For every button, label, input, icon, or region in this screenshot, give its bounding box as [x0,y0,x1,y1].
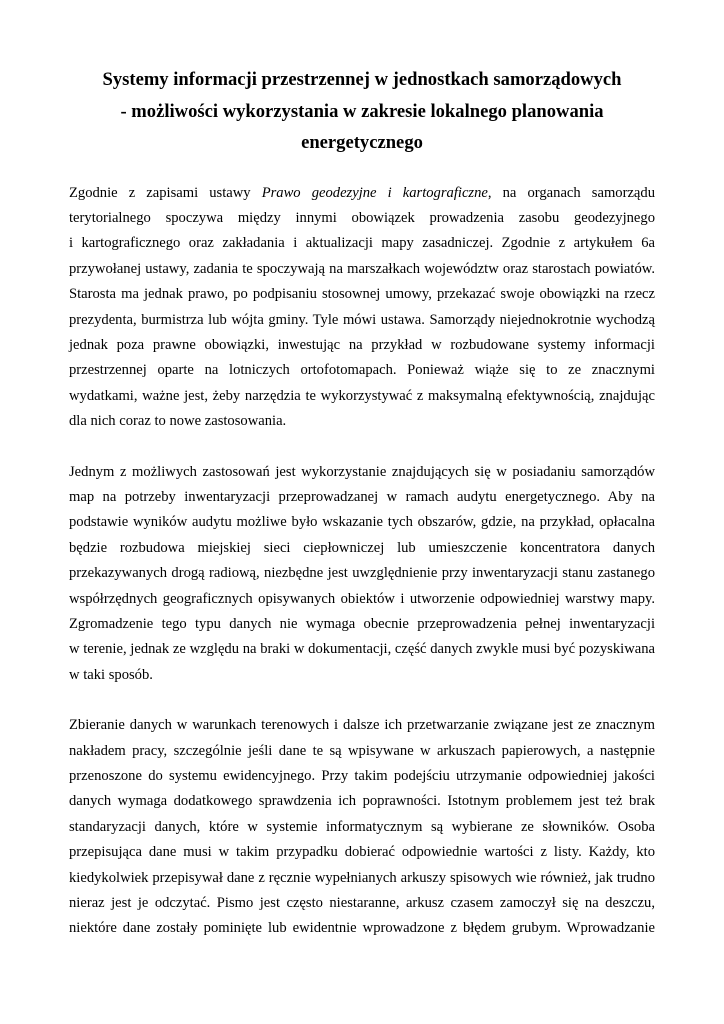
paragraph-2-line-6: współrzędnych geograficznych opisywanych obiektów i utworzenie odpowiedniej warstwy mapy. [69,590,655,607]
paragraph-1-line-6: prezydenta, burmistrza lub wójta gminy. Tyle mówi ustawa. Samorządy niejednokrotnie wychodzą [69,311,655,328]
paragraph-2-line-7: Zgromadzenie tego typu danych nie wymaga obecnie przeprowadzenia pełnej inwentaryzacji [69,616,655,632]
paragraph-3-line-4: danych wymaga dodatkowego sprawdzenia ich poprawności. Istotnym problemem jest też brak [69,793,655,810]
paragraph-2-line-8: w terenie, jednak ze względu na braki w dokumentacji, część danych zwykle musi być pozyskiwana [69,641,655,658]
act-title-italic: Prawo geodezyjne i kartograficzne [261,184,488,201]
paragraph-1-line-5: Starosta ma jednak prawo, po podpisaniu stosownej umowy, przekazać swoje obowiązki na rzecz [69,286,655,303]
paragraph-1-text-after-act: , na organach samorządu [487,184,656,201]
paragraph-3-line-3: przenoszone do systemu ewidencyjnego. Przy takim podejściu utrzymanie odpowiedniej jakości [69,768,655,785]
title-line-2: - możliwości wykorzystania w zakresie lokalnego planowania [120,100,604,122]
title-line-1: Systemy informacji przestrzennej w jednostkach samorządowych [102,69,622,90]
paragraph-1-line-9: wydatkami, ważne jest, żeby narzędzia te wykorzystywać z maksymalną efektywnością, znajdując [69,387,655,404]
paragraph-2-line-3: podstawie wyników audytu możliwe było wskazanie tych obszarów, gdzie, na przykład, opłacalna [69,514,655,531]
paragraph-2-line-9: w taki sposób. [69,666,153,683]
paragraph-2 [69,460,655,689]
paragraph-3-line-2: nakładem pracy, szczególnie jeśli dane te są wpisywane w arkuszach papierowych, a następnie [69,742,655,759]
paragraph-3-line-8: nieraz jest je odczytać. Pismo jest często niestaranne, arkusz czasem zamoczył się na deszczu, [69,895,655,912]
paragraph-1 [69,181,655,435]
document-page [69,64,655,942]
paragraph-2-line-5: przekazywanych drogą radiową, niezbędne jest uwzględnienie przy inwentaryzacji stanu zastanego [69,565,655,582]
title-line-3: energetycznego [301,132,423,153]
paragraph-3-line-7: kiedykolwiek przepisywał dane z ręcznie wypełnianych arkuszy spisowych wie również, jak trudno [69,869,655,886]
paragraph-1-line-4: przywołanej ustawy, zadania te spoczywają na marszałkach województw oraz starostach powiatów. [69,260,655,277]
paragraph-3-line-6: przepisująca dane musi w takim przypadku dobierać odpowiednie wartości z listy. Każdy, kto [69,844,655,861]
paragraph-1-line-3: i kartograficznego oraz zakładania i aktualizacji mapy zasadniczej. Zgodnie z artykułem 6a [69,235,655,252]
paragraph-3 [69,713,655,942]
paragraph-1-line-8: przestrzennej oparte na lotniczych ortofotomapach. Ponieważ wiąże się to ze znacznymi [69,362,655,379]
paragraph-1-line-10: dla nich coraz to nowe zastosowania. [69,413,287,430]
paragraph-1-line-2: terytorialnego spoczywa między innymi obowiązek prowadzenia zasobu geodezyjnego [69,209,655,226]
paragraph-3-line-1: Zbieranie danych w warunkach terenowych i dalsze ich przetwarzanie związane jest ze znacznym [69,717,655,734]
paragraph-2-line-4: będzie rozbudowa miejskiej sieci ciepłowniczej lub umieszczenie koncentratora danych [69,539,655,556]
paragraph-2-line-2: map na potrzeby inwentaryzacji przeprowadzanej w ramach audytu energetycznego. Aby na [69,488,655,505]
paragraph-1-line-1 [69,181,655,206]
paragraph-1-line-7: jednak poza prawne obowiązki, inwestując na przykład w rozbudowane systemy informacji [69,336,655,353]
paragraph-1-text-before-act: Zgodnie z zapisami ustawy [69,184,262,201]
paragraph-3-line-9: niektóre dane zostały pominięte lub ewidentnie wprowadzone z błędem grubym. Wprowadzanie [69,920,655,937]
document-title [69,64,655,159]
paragraph-2-line-1: Jednym z możliwych zastosowań jest wykorzystanie znajdujących się w posiadaniu samorządów [69,463,655,480]
paragraph-3-line-5: standaryzacji danych, które w systemie informatycznym są wybierane ze słowników. Osoba [69,818,655,835]
